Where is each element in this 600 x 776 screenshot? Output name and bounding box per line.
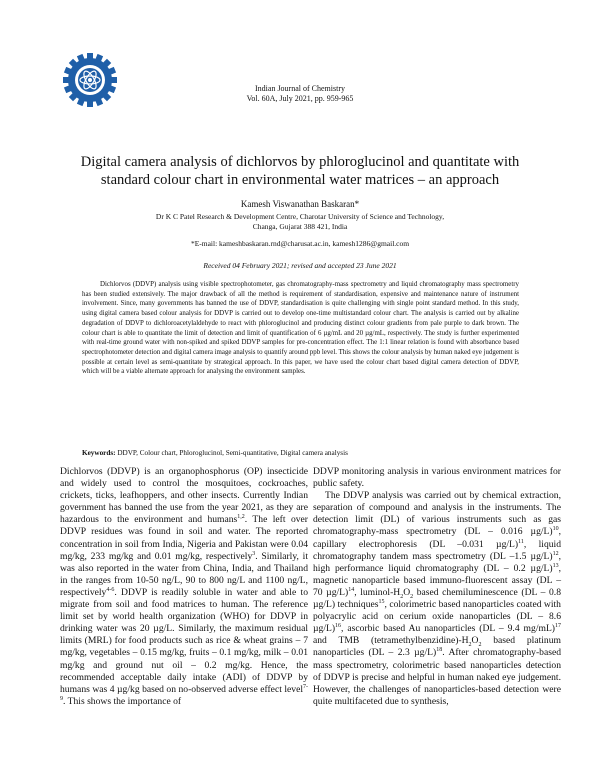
- journal-volume: Vol. 60A, July 2021, pp. 959-965: [246, 94, 354, 103]
- affiliation-line-2: Changa, Gujarat 388 421, India: [252, 222, 348, 231]
- keywords-text: DDVP, Colour chart, Phloroglucinol, Semi-quantitative, Digital camera analysis: [117, 449, 348, 457]
- journal-logo: [55, 45, 125, 115]
- journal-header: [0, 84, 600, 104]
- author-email: *E-mail: kameshbaskaran.rnd@charusat.ac.in, kamesh1286@gmail.com: [190, 239, 410, 248]
- journal-name: Indian Journal of Chemistry: [255, 84, 345, 93]
- keywords-label: Keywords:: [82, 449, 116, 457]
- article-title: Digital camera analysis of dichlorvos by phloroglucinol and quantitate with standard colour chart in environmental water matrices – an approach: [80, 154, 520, 188]
- received-dates: Received 04 February 2021; revised and accepted 23 June 2021: [203, 261, 397, 270]
- body-paragraph: DDVP monitoring analysis in various environment matrices for public safety.: [313, 466, 561, 490]
- body-paragraph: Dichlorvos (DDVP) is an organophosphorus (OP) insecticide and widely used to control the mosquitoes, cockroaches, crickets, ticks, leafhoppers, and other insects. Currently Indian government has banned the use from the year 2021, as they are hazardous to the environment and humans$^{1,2}$. The left over DDVP residues was found in soil and water. The reported concentration in soil from India, Nigeria and Pakistan were 0.04 mg/kg, 233 mg/kg and 0.01 mg/kg, respectively$^3$. Similarly, it was also reported in the water from China, India, and Thailand in the ranges from 10-50 ng/L, 90 to 800 ng/L and 1100 ng/L, respectively$^{4-6}$. DDVP is readily soluble in water and able to migrate from soil and food matrices to human. The reference limit set by world health organization (WHO) for DDVP in drinking water was 20 µg/L. Similarly, the maximum residual limits (MRL) for food products such as rice & wheat grains – 7 mg/kg, vegetables – 0.15 mg/kg, fruits – 0.1 mg/kg, milk – 0.01 mg/kg and ground nut oil – 0.2 mg/kg. Hence, the recommended acceptable daily intake (ADI) of DDVP by humans was 4 µg/kg based on no-observed adverse effect level$^{7-9}$. This shows the importance of: [60, 466, 309, 707]
- body-column-left: [60, 466, 308, 708]
- author-name: Kamesh Viswanathan Baskaran*: [240, 199, 360, 209]
- body-paragraph: The DDVP analysis was carried out by chemical extraction, separation of compound and analysis in the instruments. The detection limit (DL) of various instruments such as gas chromatography-mass spectrometry (DL – 0.016 µg/L)$^{10}$, capillary electrophoresis (DL –0.031 µg/L)$^{11}$, liquid chromatography tandem mass spectrometry (DL –1.5 µg/L)$^{12}$, high performance liquid chromatography (DL – 0.2 µg/L)$^{13}$, magnetic nanoparticle based immuno-fluorescent assay (DL – 70 µg/L)$^{14}$, luminol-$H_2O_2$ based chemiluminescence (DL – 0.8 µg/L) techniques$^{15}$, colorimetric based nanoparticles coated with polyacrylic acid on cerium oxide nanoparticles (DL – 8.6 µg/L)$^{16}$, ascorbic based Au nanoparticles (DL – 9.4 mg/mL)$^{17}$ and TMB $(tetramethylbenzidine)-H_2O_2$ based platinum nanoparticles (DL – 2.3 µg/L)$^{18}$. After chromatography-based mass spectrometry, colorimetric based nanoparticles detection of DDVP is precise and helpful in human naked eye judgement. However, the challenges of nanoparticles-based detection were quite multifaceted due to synthesis,: [313, 490, 562, 707]
- keywords: [82, 448, 519, 458]
- body-column-right: [313, 466, 561, 708]
- author-affiliation: [100, 212, 500, 232]
- affiliation-line-1: Dr K C Patel Research & Development Centre, Charotar University of Science and Technology,: [155, 212, 445, 221]
- abstract: Dichlorvos (DDVP) analysis using visible spectrophotometer, gas chromatography-mass spectrometry and liquid chromatography mass spectrometry has been studied extensively. The major drawback of all the method is requirement of standardisation, expensive and maintenance nature of instrument involvement. Since, many governments has banned the use of DDVP, standardisation is quite challenging with single point standard method. In this study, using digital camera based colour analysis for DDVP is carried out to develop one-time multistandard colour chart. The analysis is carried out by alkaline degradation of DDVP to dichloroacetylaldehyde to react with phloroglucinol and producing distinct colour gradients from pale purple to dark brown. The colour chart is able to quantitate the limit of detection and limit of quantification of 6 µg/mL and 20 µg/mL, respectively. The study is further experimented with real-time ground water with non-spiked and spiked DDVP samples for pre-concentration effect. The 1:1 linear relation is found with absorbance based spectrophotometer detection and digital camera image analysis to quantify around ppb level. This shows the colour analysis by human naked eye judgement is possible at certain level as semi-quantitate by strategical approach. In this paper, we have used the colour chart based digital camera detection of DDVP, which will be a viable alternate approach for analysing the environment samples.: [82, 281, 519, 376]
